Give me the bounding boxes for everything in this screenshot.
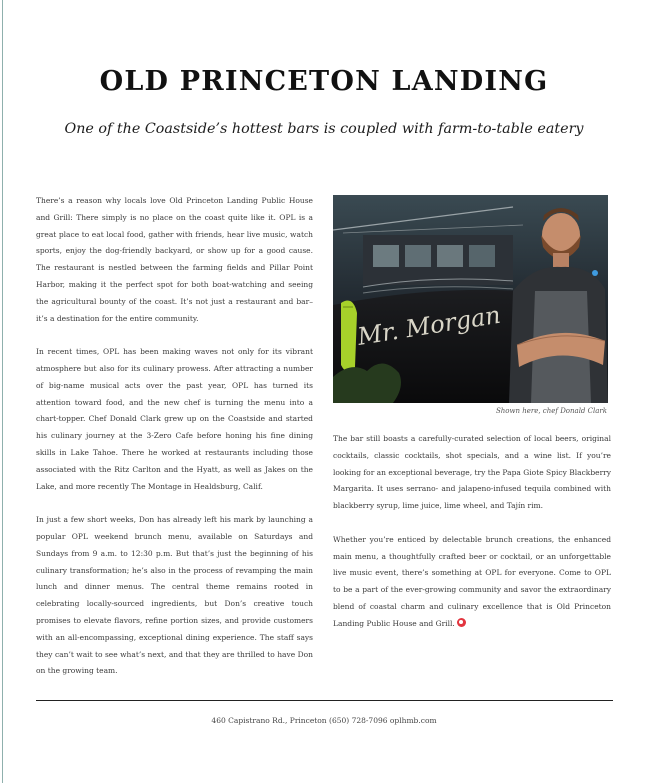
footer-divider: [36, 700, 613, 701]
paragraph-chef-background: In recent times, OPL has been making waves not only for its vibrant atmosphere but also for its culinary prowess. After attracting a number of big-name musical acts over the past year, OPL has turned its attention toward food, and the new chef is turning the menu into a chart-topper. Chef Donald Clark grew up on the Coastside and started his culinary journey at the 3-Zero Cafe before honing his fine dining skills in Lake Tahoe. There he worked at restaurants including those associated with the Ritz Carlton and the Hyatt, as well as Jakes on the Lake, and more recently The Montage in Healdsburg, Calif.: [36, 347, 313, 491]
article-subtitle: One of the Coastside’s hottest bars is coupled with farm-to-table eatery: [64, 121, 584, 137]
article-title: OLD PRINCETON LANDING: [99, 66, 549, 97]
footer-contact: 460 Capistrano Rd., Princeton (650) 728-7096 oplhmb.com: [211, 716, 437, 725]
end-mark-icon: [457, 618, 466, 627]
left-column: [36, 193, 313, 697]
chef-photo: [333, 195, 608, 403]
paragraph-closing-text: Whether you’re enticed by delectable brunch creations, the enhanced main menu, a thoughtfully crafted beer or cocktail, or an unforgettable live music event, there’s something at OPL for everyone. Come to OPL to be a part of the ever-growing community and savor the extraordinary blend of coastal charm and culinary excellence that is Old Princeton Landing Public House and Grill.: [333, 534, 611, 628]
paragraph-brunch-menu: In just a few short weeks, Don has already left his mark by launching a popular OPL weekend brunch menu, available on Saturdays and Sundays from 9 a.m. to 12:30 p.m. But that’s just the beginning of his culinary transformation; he’s also in the process of revamping the main lunch and dinner menus. The central theme remains rooted in celebrating locally-sourced ingredients, but Don’s creative touch promises to elevate flavors, refine portion sizes, and provide customers with an all-encompassing, exceptional dining experience. The staff says they can’t wait to see what’s next, and that they are thrilled to have Don on the growing team.: [36, 515, 313, 676]
right-column: [333, 431, 611, 649]
paragraph-intro: There’s a reason why locals love Old Princeton Landing Public House and Grill: There simply is no place on the coast quite like it. OPL is a great place to eat local food, gather with friends, hear live music, watch sports, enjoy the dog-friendly backyard, or show up for a good cause. The restaurant is nestled between the farming fields and Pillar Point Harbor, making it the perfect spot for both boat-watching and seeing the agricultural bounty of the coast. It’s not just a restaurant and bar– it’s a destination for the entire community.: [36, 196, 313, 323]
paragraph-bar-drinks: The bar still boasts a carefully-curated selection of local beers, original cocktails, classic cocktails, shot specials, and a wine list. If you’re looking for an exceptional beverage, try the Papa Giote Spicy Blackberry Margarita. It uses serrano- and jalapeno-infused tequila combined with blackberry syrup, lime juice, lime wheel, and Tajín rim.: [333, 434, 611, 511]
page-edge-rule: [2, 0, 3, 783]
boat-name-text: Mr. Morgan: [355, 300, 503, 351]
paragraph-closing: [333, 532, 611, 633]
photo-caption: Shown here, chef Donald Clark: [495, 407, 607, 415]
